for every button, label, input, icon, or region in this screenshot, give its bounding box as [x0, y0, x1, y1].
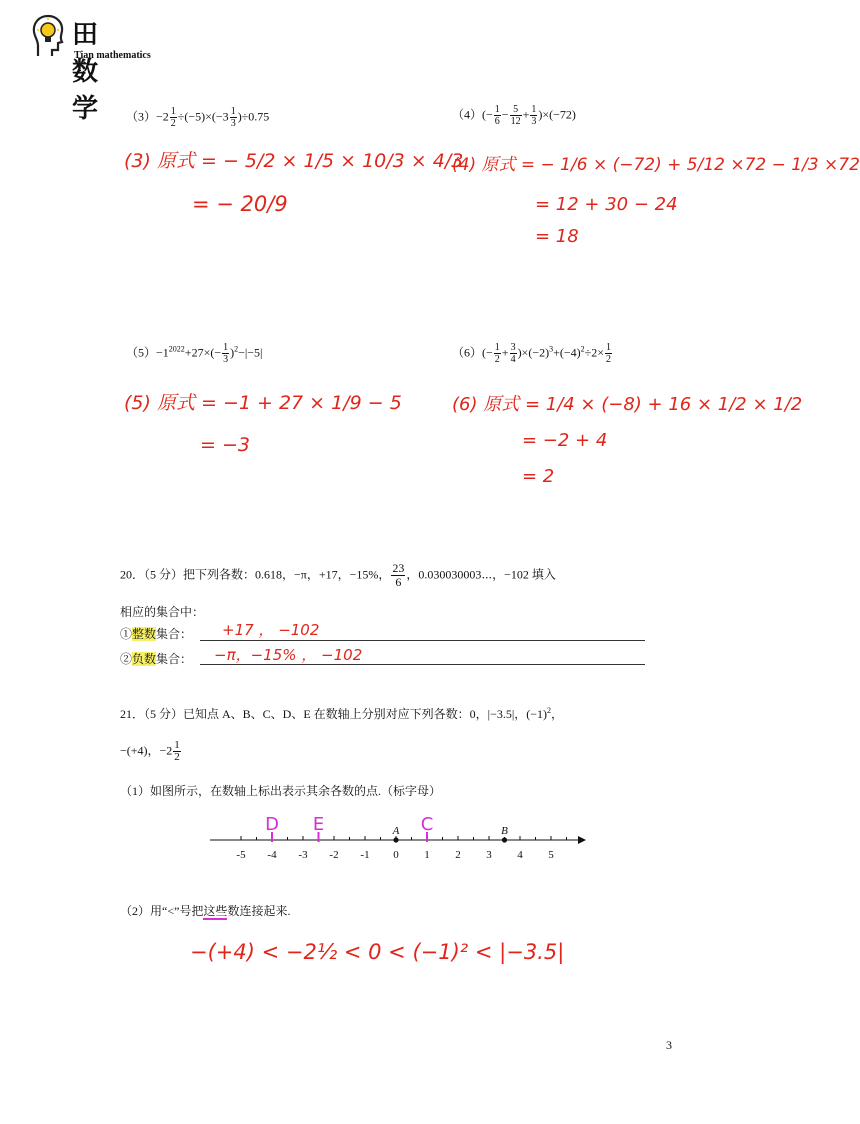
- question-text: 21．（5 分）已知点 A、B、C、D、E 在数轴上分别对应下列各数：0，|−3.5|，(−1): [120, 707, 548, 721]
- handwritten-work-6-line1: (6) 原式 = 1/4 × (−8) + 16 × 1/2 × 1/2: [452, 394, 803, 415]
- fraction: $\frac{1}{2}$: [494, 342, 500, 365]
- handwritten-work-5-line2: = −3: [200, 434, 250, 456]
- logo-title: 田数学: [72, 20, 100, 124]
- handwritten-point-label: C: [420, 814, 434, 835]
- handwritten-work-3-line2: = − 20/9: [192, 192, 288, 216]
- expr-part: )×(−2): [517, 345, 550, 360]
- set-label: 集合：: [156, 627, 193, 641]
- logo-subtitle: Tian mathematics: [74, 50, 151, 61]
- underlined-term: 这些: [203, 904, 228, 918]
- tick-label: -4: [267, 849, 277, 861]
- tick-label: 0: [393, 849, 399, 861]
- problem-label: （4）: [452, 107, 483, 122]
- problem-5: [126, 342, 262, 365]
- question-21-part2: [120, 902, 290, 919]
- tick-label: -3: [298, 849, 308, 861]
- question-20-line2: 相应的集合中：: [120, 605, 205, 619]
- handwritten-set-negatives: −π，−15% ， −102: [214, 646, 363, 664]
- expr-part: −|−5|: [238, 345, 263, 360]
- problem-3: [126, 106, 269, 129]
- set-negatives: [120, 650, 192, 667]
- tick-label: -2: [329, 849, 339, 861]
- handwritten-work-6-line3: = 2: [522, 466, 555, 487]
- handwritten-work-4-line2: = 12 + 30 − 24: [535, 194, 678, 215]
- fraction: $\frac{3}{4}$: [510, 342, 516, 365]
- fraction: $\frac{23}{6}$: [392, 561, 405, 589]
- exponent: 2: [234, 344, 239, 354]
- page-number: 3: [666, 1038, 672, 1052]
- exponent: 2: [547, 706, 552, 715]
- problem-label: （6）: [452, 345, 483, 360]
- tick-label: 5: [548, 849, 554, 861]
- question-21-part1: （1）如图所示，在数轴上标出表示其余各数的点.（标字母）: [120, 784, 442, 798]
- exponent: 2: [580, 344, 585, 354]
- problem-label: （5）: [126, 345, 157, 360]
- tick-label: 4: [517, 849, 523, 861]
- tick-label: 2: [455, 849, 461, 861]
- highlighted-term: 负数: [132, 652, 157, 666]
- set-label: 集合：: [156, 652, 193, 666]
- question-text: 20．（5 分）把下列各数：0.618，−π，+17，−15%，: [120, 567, 391, 582]
- question-21-line2: [120, 740, 182, 763]
- fraction: $\frac{5}{12}$: [510, 104, 521, 127]
- question-text: −(+4)，−2: [120, 743, 173, 758]
- question-text: 数连接起来.: [227, 904, 291, 918]
- expr-part: −1: [156, 345, 169, 360]
- expr-part: +27×(−: [184, 345, 222, 360]
- expr-part: )×(−72): [538, 107, 576, 122]
- handwritten-work-3-line1: (3) 原式 = − 5/2 × 1/5 × 10/3 × 4/3: [124, 150, 464, 172]
- fraction: $\frac{1}{2}$: [605, 342, 611, 365]
- expr-part: +: [501, 345, 509, 360]
- point-label: A: [392, 825, 400, 837]
- expr-part: ÷2×: [584, 345, 604, 360]
- set-integers: [120, 625, 192, 642]
- handwritten-work-5-line1: (5) 原式 = −1 + 27 × 1/9 − 5: [124, 392, 402, 414]
- fraction: $\frac{1}{6}$: [494, 104, 500, 127]
- expr-part: )÷0.75: [237, 109, 270, 124]
- highlighted-term: 整数: [132, 627, 157, 641]
- problem-label: （3）: [126, 109, 157, 124]
- expr-part: (−: [482, 107, 493, 122]
- question-text: ，0.030030003⋯，−102 填入: [406, 567, 556, 582]
- handwritten-set-integers: +17 ， −102: [222, 621, 320, 639]
- lightbulb-head-icon: [30, 12, 66, 58]
- tick-label: 3: [486, 849, 492, 861]
- number-line: [200, 812, 600, 868]
- question-21-line1: [120, 705, 563, 722]
- expr-part: −2: [156, 109, 169, 124]
- handwritten-work-4-line3: = 18: [535, 226, 579, 247]
- problem-6: [452, 342, 613, 365]
- point-label: B: [501, 825, 508, 837]
- problem-4: [452, 104, 576, 127]
- fraction: $\frac{1}{3}$: [223, 342, 229, 365]
- circle-number: ②: [120, 652, 133, 666]
- question-text: （2）用“<”号把: [120, 904, 204, 918]
- tick-label: -5: [236, 849, 246, 861]
- question-text: ，: [551, 707, 564, 721]
- expr-part: +(−4): [553, 345, 581, 360]
- answer-line: [200, 640, 645, 641]
- tick-label: -1: [360, 849, 370, 861]
- circle-number: ①: [120, 627, 133, 641]
- handwritten-point-label: D: [265, 814, 279, 835]
- tick-label: 1: [424, 849, 430, 861]
- expr-part: +: [522, 107, 530, 122]
- expr-part: (−: [482, 345, 493, 360]
- axis-arrow: [578, 836, 586, 844]
- point-marker: [502, 837, 507, 842]
- handwritten-answer-21: −(+4) < −2½ < 0 < (−1)² < |−3.5|: [190, 940, 565, 964]
- handwritten-work-6-line2: = −2 + 4: [522, 430, 608, 451]
- exponent: 2022: [168, 344, 185, 354]
- expr-part: −: [501, 107, 509, 122]
- handwritten-point-label: E: [312, 814, 325, 835]
- handwritten-work-4-line1: (4) 原式 = − 1/6 × (−72) + 5/12 ×72 − 1/3 ×72: [452, 155, 860, 175]
- fraction: $\frac{1}{3}$: [230, 106, 236, 129]
- expr-part: ): [230, 345, 235, 360]
- expr-part: ÷(−5)×(−3: [177, 109, 229, 124]
- exponent: 3: [549, 344, 554, 354]
- point-marker: [393, 837, 398, 842]
- question-20-line1: [120, 562, 556, 589]
- fraction: $\frac{1}{2}$: [170, 106, 176, 129]
- fraction: $\frac{1}{3}$: [531, 104, 537, 127]
- fraction: $\frac{1}{2}$: [174, 739, 180, 763]
